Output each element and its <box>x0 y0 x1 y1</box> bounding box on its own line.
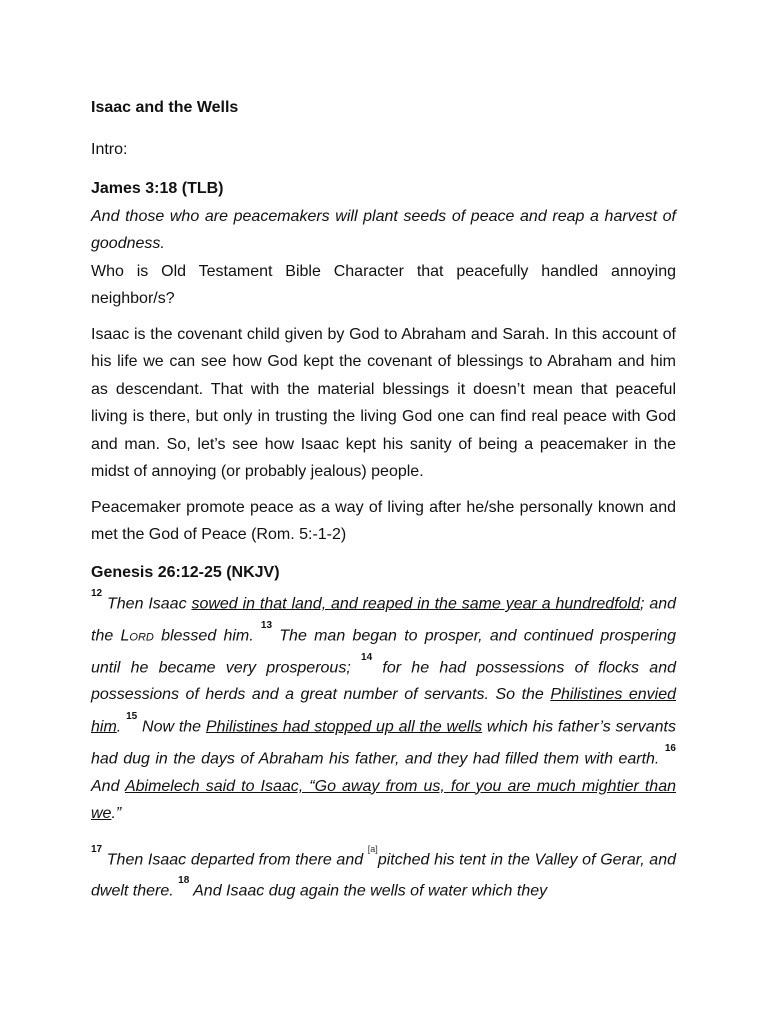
verse-12-underlined: sowed in that land, and reaped in the same year a hundredfold <box>191 595 640 613</box>
genesis-passage <box>91 586 676 828</box>
verse-14-text-2: . <box>116 718 127 736</box>
lord-small-caps: Lord <box>120 627 154 645</box>
document-title: Isaac and the Wells <box>91 99 239 116</box>
verse-number-15: 15 <box>126 710 138 722</box>
verse-17-text: Then Isaac departed from there and <box>102 850 368 868</box>
verse-number-14: 14 <box>361 651 373 663</box>
footnote-marker-a[interactable]: [a] <box>367 843 378 854</box>
question-text: Who is Old Testament Bible Character that peacefully handled annoying neighbor/s? <box>91 262 676 307</box>
verse-17-text-2: pitched his tent in the Valley of Gerar, and dwelt there. <box>91 850 677 900</box>
verse-number-12: 12 <box>91 588 103 599</box>
verse-13-text: The man began to prosper, and continued prospering until he became very prosperous; <box>91 627 676 676</box>
verse-12-text-2: ; and the <box>91 595 677 645</box>
verse-12-text: Then Isaac <box>102 595 192 613</box>
verse-15-text-2: which his father’s servants had dug in the days of Abraham his father, and they had filled them with earth. <box>91 718 676 768</box>
scripture-reference-james: James 3:18 (TLB) <box>91 180 224 197</box>
verse-number-13: 13 <box>260 619 273 631</box>
paragraph-peacemaker: Peacemaker promote peace as a way of living after he/she personally known and met the God of Peace (Rom. 5:-1-2) <box>91 498 676 543</box>
james-quote: And those who are peacemakers will plant seeds of peace and reap a harvest of goodness. <box>91 207 676 252</box>
verse-number-18: 18 <box>178 874 190 886</box>
scripture-reference-genesis: Genesis 26:12-25 (NKJV) <box>91 563 280 581</box>
genesis-passage-continued <box>91 842 676 905</box>
paragraph-isaac-covenant: Isaac is the covenant child given by God to Abraham and Sarah. In this account of his life we can see how God kept the covenant of blessings to Abraham and him as descendant. That with the material blessings it doesn’t mean that peaceful living is there, but only in trusting the living God one can find real peace with God and man. So, let’s see how Isaac kept his sanity of being a peacemaker in the midst of annoying (or probably jealous) people. <box>91 325 676 480</box>
verse-16-underlined: Abimelech said to Isaac, “Go away from us, for you are much mightier than we <box>91 777 676 823</box>
verse-14-text: for he had possessions of flocks and possessions of herds and a great number of servants. So the <box>91 658 677 704</box>
verse-number-16: 16 <box>664 742 676 754</box>
verse-18-text: And Isaac dug again the wells of water which they <box>189 882 548 900</box>
verse-15-underlined: Philistines had stopped up all the wells <box>205 718 483 736</box>
verse-16-text-2: .” <box>111 805 122 823</box>
intro-label: Intro: <box>91 140 128 158</box>
verse-16-text: And <box>91 777 125 795</box>
verse-15-text: Now the <box>137 718 206 736</box>
verse-12-text-3: blessed him. <box>153 627 261 645</box>
verse-14-underlined: Philistines envied him <box>91 686 676 736</box>
verse-number-17: 17 <box>91 843 103 855</box>
